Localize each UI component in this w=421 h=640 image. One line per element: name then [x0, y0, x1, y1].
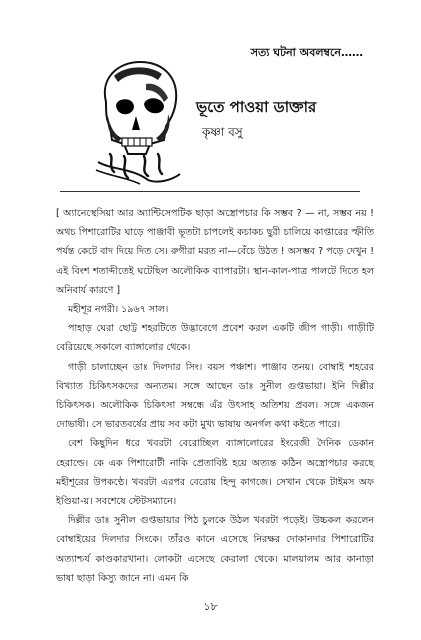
- story-body: [56, 204, 374, 588]
- divider: [60, 191, 360, 192]
- body-paragraph: বেশ কিছুদিন ধরে খবরটা বেরোচ্ছিল ব্যাঙ্গালোরের ইংরেজী দৈনিক ডেকান হেরাল্ডে। কে এক পিশারোটী নাকি প্রেতাবিষ্ট হয়ে অত্যন্ত কঠিন অস্ত্রোপচার করছে মহীশূরের উপকণ্ঠে। খবরটা এরপর বেরোয় হিন্দু কাগজে। সেখান থেকে টাইমস অফ ইণ্ডিয়া-য়। সবশেষে স্টেটসম্যানে।: [56, 438, 374, 508]
- author-name: কৃষ্ণা বসু: [202, 125, 243, 139]
- intro-paragraph: [ অ্যানেস্থেসিয়া আর অ্যান্টিসেপটিক ছাড়া অস্ত্রোপচার কি সম্ভব ? — না, সম্ভব নয় ! অথচ পিশারোটির ঘাড়ে পাঞ্জাবী ভূতটা চাপলেই কচাকচ ছুরী চালিয়ে কাপ্তারের স্ফীতি পর্যন্ত কেটে বাদ দিয়ে দিত সে। রুগীরা মরত না—বেঁচে উঠত ! অসম্ভব ? পড়ে দেখুন ! এই বিংশ শতাব্দীতেই ঘটেছিল অলৌকিক ব্যাপারটা। স্থান-কাল-পাত্র পালটে দিতে হল অনিবার্য কারণে ]: [56, 208, 374, 296]
- body-paragraph: দিল্লীর ডাঃ সুনীল গুপ্তভায়ার পিঠ চুলকে উঠল খবরটা পড়েই। উচ্চকল করলেন বোম্বাইয়ের দিলদার সিংকে। তাঁরও কানে এসেছে নিরক্ষর দোকানদার পিশারোটির অত্যাশ্চর্য কাণ্ডকারখানা। লোকটা এসেছে কেরালা থেকে। মালয়ালম আর কানাড়া ভাষা ছাড়া কিস্যু জানে না। এমন কি: [56, 515, 374, 584]
- page-number: ১৮: [203, 600, 218, 613]
- body-paragraph: পাহাড় ঘেরা ছোট্ট শহরটিতে উদ্ভাবেগে প্রবেশ করল একটি জীপ গাড়ী। গাড়ীটি বেরিয়েছে সকালে ব্যাঙ্গালোর থেকে।: [56, 323, 374, 354]
- skull-illustration: [88, 58, 184, 186]
- body-paragraph: গাড়ী চালাচ্ছেন ডাঃ দিলদার সিং। বয়স পঞ্চাশ। পাঞ্জাব তনয়। বোম্বাই শহরের বিখ্যাত চিকিৎসকদের অন্যতম। সঙ্গে আছেন ডাঃ সুনীল গুপ্তভায়া। ইনি দিল্লীর চিকিৎসক। অলৌকিক চিকিৎসা সম্বন্ধে এঁর উৎসাহ অতিশয় প্রবল। সঙ্গে একজন দোভাষী। সে ভারতবর্ষের প্রায় সব কটা মুখ্য ভাষায় অনর্গল কথা কইতে পারে।: [56, 361, 374, 431]
- series-tagline: সত্য ঘটনা অবলম্বনে……: [250, 46, 363, 59]
- story-title: ভূতে পাওয়া ডাক্তার: [196, 98, 317, 116]
- body-paragraph: মহীশূর নগরী। ১৯৬৭ সাল।: [68, 304, 169, 316]
